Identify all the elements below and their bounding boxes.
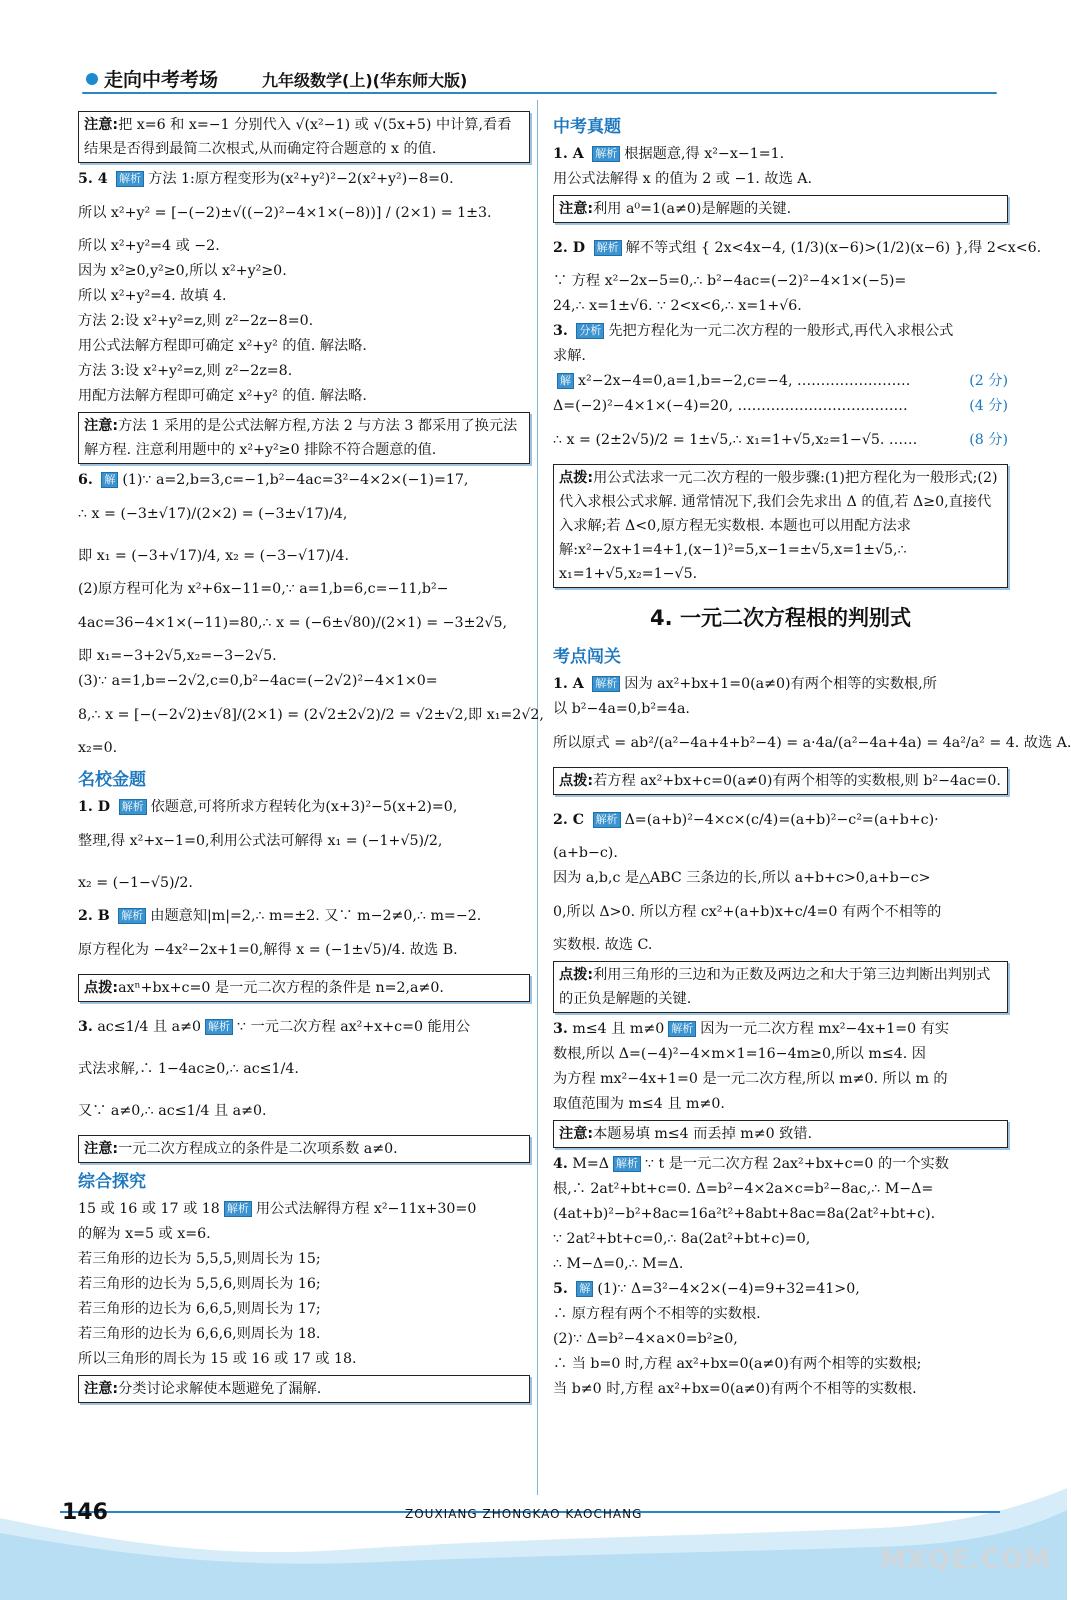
score-mark: (2 分) [969, 373, 1008, 389]
solution-line [553, 1252, 1008, 1277]
line-text: 又∵ a≠0,∴ ac≤1/4 且 a≠0. [78, 1103, 267, 1119]
question-number: 2. C [553, 812, 585, 828]
solution-line [553, 167, 1008, 192]
solution-line [553, 799, 1008, 841]
solution-line [553, 1352, 1008, 1377]
line-text: 所以 x²+y²=4 或 −2. [78, 238, 220, 254]
chapter-title: 4. 一元二次方程根的判别式 [650, 606, 911, 630]
line-text: (2)原方程可化为 x²+6x−11=0,∵ a=1,b=6,c=−11,b²− [78, 581, 449, 597]
score-mark: (8 分) [969, 432, 1008, 448]
solution-line [78, 644, 530, 669]
header-rule [82, 92, 997, 94]
line-text: 用公式法解方程即可确定 x²+y² 的值. 解法略. [78, 338, 367, 354]
line-text: 若三角形的边长为 6,6,6,则周长为 18. [78, 1326, 321, 1342]
section-heading: 综合探究 [78, 1172, 146, 1192]
solution-line [553, 1042, 1008, 1067]
line-text: 数根,所以 Δ=(−4)²−4×m×1=16−4m≥0,所以 m≤4. 因 [553, 1046, 926, 1062]
solution-line [553, 841, 1008, 866]
line-text: ∵ 一元二次方程 ax²+x+c=0 能用公 [237, 1019, 471, 1035]
line-text: x²−2x−4=0,a=1,b=−2,c=−4, …………………… [578, 373, 911, 389]
footer-wave-graphic [0, 1488, 1067, 1600]
solution-line [78, 259, 530, 284]
line-text: ∴ x = (2±2√5)/2 = 1±√5,∴ x₁=1+√5,x₂=1−√5. …… [553, 432, 918, 448]
question-number: 1. A [553, 676, 584, 692]
line-text: ∴ x = (−3±√17)/(2×2) = (−3±√17)/4, [78, 506, 348, 522]
line-text: 实数根. 故选 C. [553, 937, 653, 953]
analysis-tag: 解析 [592, 676, 620, 692]
solution-line [553, 1202, 1008, 1227]
question-number: 5. 4 [78, 171, 108, 187]
line-text: 因为 x²≥0,y²≥0,所以 x²+y²≥0. [78, 263, 287, 279]
line-text: 即 x₁ = (−3+√17)/4, x₂ = (−3−√17)/4. [78, 548, 349, 564]
line-text: (1)∵ a=2,b=3,c=−1,b²−4ac=3²−4×2×(−1)=17, [122, 472, 469, 488]
note-label: 点拨: [559, 773, 594, 789]
solution-line [553, 1152, 1008, 1177]
solution-line [78, 1222, 530, 1247]
solution-line [78, 1322, 530, 1347]
question-number: 6. [78, 472, 93, 488]
analysis-tag: 解析 [119, 799, 147, 815]
solution-line [553, 1377, 1008, 1402]
analysis-tag: 解 [576, 1281, 593, 1297]
note-label: 点拨: [559, 470, 594, 486]
solution-line [553, 227, 1042, 269]
line-text: (3)∵ a=1,b=−2√2,c=0,b²−4ac=(−2√2)²−4×1×0= [78, 673, 438, 689]
solution-line [78, 1048, 530, 1090]
line-text: 若三角形的边长为 5,5,6,则周长为 16; [78, 1276, 321, 1292]
question-number: 2. B [78, 908, 110, 924]
analysis-tag: 解 [557, 373, 574, 389]
question-number: 3. [553, 1021, 568, 1037]
solution-line [78, 334, 530, 359]
section-heading: 考点闯关 [553, 647, 621, 667]
note-label: 注意: [84, 1141, 119, 1157]
line-text: 解不等式组 { 2x<4x−4, (1/3)(x−6)>(1/2)(x−6) },得 2<x<6. [625, 240, 1042, 256]
note-text: 分类讨论求解使本题避免了漏解. [118, 1381, 322, 1397]
analysis-tag: 解析 [593, 812, 621, 828]
solution-line [553, 319, 1008, 344]
note-label: 注意: [84, 117, 119, 133]
analysis-tag: 分析 [576, 323, 604, 339]
solution-line [78, 904, 530, 929]
page-footer [0, 1488, 1067, 1600]
line-text: 取值范围为 m≤4 且 m≠0. [553, 1096, 725, 1112]
line-text: ∴ 当 b=0 时,方程 ax²+bx=0(a≠0)有两个相等的实数根; [553, 1356, 922, 1372]
line-text: 的解为 x=5 或 x=6. [78, 1226, 211, 1242]
page-number: 146 [62, 1500, 108, 1525]
question-number: 2. D [553, 240, 586, 256]
solution-line [553, 344, 1008, 369]
solution-line [553, 394, 1008, 419]
solution-line [553, 294, 1008, 319]
analysis-tag: 解析 [592, 146, 620, 162]
note-box [553, 961, 1008, 1013]
note-text: 把 x=6 和 x=−1 分别代入 √(x²−1) 或 √(5x+5) 中计算,看看结果是否得到最简二次根式,从而确定符合题意的 x 的值. [84, 117, 512, 157]
line-text: 根据题意,得 x²−x−1=1. [624, 146, 785, 162]
solution-line [553, 933, 1008, 958]
note-text: 利用三角形的三边和为正数及两边之和大于第三边判断出判别式的正负是解题的关键. [559, 967, 991, 1007]
solution-line [78, 577, 530, 602]
note-text: axⁿ+bx+c=0 是一元二次方程的条件是 n=2,a≠0. [118, 980, 444, 996]
solution-line [78, 602, 530, 644]
question-number: 1. D [78, 799, 111, 815]
solution-line [78, 167, 530, 192]
solution-line [553, 142, 1008, 167]
note-box [78, 412, 530, 464]
line-text: (4at+b)²−b²+8ac=16a²t²+8abt+8ac=8a(2at²+bt+c). [553, 1206, 936, 1222]
solution-line [553, 1017, 1008, 1042]
question-number: 5. [553, 1281, 568, 1297]
line-text: 当 b≠0 时,方程 ax²+bx=0(a≠0)有两个不相等的实数根. [553, 1381, 917, 1397]
line-text: 方法 2:设 x²+y²=z,则 z²−2z−8=0. [78, 313, 314, 329]
line-text: Δ=(a+b)²−4×c×(c/4)=(a+b)²−c²=(a+b+c)· [624, 812, 939, 828]
line-text: x₂ = (−1−√5)/2. [78, 875, 193, 891]
analysis-tag: 解 [101, 472, 118, 488]
answer-text: 15 或 16 或 17 或 18 [78, 1201, 220, 1217]
solution-line [78, 234, 530, 259]
note-box [78, 1375, 530, 1403]
line-text: 因为 a,b,c 是△ABC 三条边的长,所以 a+b+c>0,a+b−c> [553, 870, 931, 886]
column-divider [537, 100, 538, 1495]
line-text: 4ac=36−4×1×(−11)=80,∴ x = (−6±√80)/(2×1) = −3±2√5, [78, 615, 508, 631]
line-text: 所以三角形的周长为 15 或 16 或 17 或 18. [78, 1351, 357, 1367]
solution-line [78, 1272, 530, 1297]
line-text: ∵ 2at²+bt+c=0,∴ 8a(2at²+bt+c)=0, [553, 1231, 811, 1247]
line-text: 即 x₁=−3+2√5,x₂=−3−2√5. [78, 648, 277, 664]
line-text: 因为 ax²+bx+1=0(a≠0)有两个相等的实数根,所 [624, 676, 937, 692]
solution-line [553, 1177, 1008, 1202]
solution-line [553, 369, 1008, 394]
solution-line [553, 419, 1008, 461]
note-box [553, 195, 1008, 223]
question-number: 3. [78, 1019, 93, 1035]
solution-line [78, 820, 530, 862]
solution-line [553, 1302, 1008, 1327]
solution-line [553, 1327, 1008, 1352]
line-text: 原方程化为 −4x²−2x+1=0,解得 x = (−1±√5)/4. 故选 B. [78, 942, 458, 958]
line-text: x₂=0. [78, 740, 118, 756]
note-box [78, 111, 530, 163]
analysis-tag: 解析 [668, 1021, 696, 1037]
note-label: 注意: [559, 1126, 594, 1142]
solution-line [78, 468, 530, 493]
line-text: Δ=(−2)²−4×1×(−4)=20, ……………………………… [553, 398, 908, 414]
note-box [553, 1120, 1008, 1148]
solution-line [78, 862, 530, 904]
solution-line [78, 1297, 530, 1322]
line-text: ∵ 方程 x²−2x−5=0,∴ b²−4ac=(−2)²−4×1×(−5)= [553, 273, 907, 289]
solution-line [553, 866, 1008, 891]
solution-line [78, 535, 530, 577]
note-box [553, 464, 1008, 588]
line-text: 用公式法解得 x 的值为 2 或 −1. 故选 A. [553, 171, 813, 187]
solution-line [78, 1247, 530, 1272]
solution-line [553, 1092, 1008, 1117]
line-text: (a+b−c). [553, 845, 618, 861]
solution-line [553, 697, 1008, 722]
section-heading: 中考真题 [553, 117, 621, 137]
solution-line [78, 1347, 530, 1372]
solution-line [78, 1197, 530, 1222]
line-text: 求解. [553, 348, 586, 364]
solution-line [78, 1006, 530, 1048]
note-label: 点拨: [559, 967, 594, 983]
line-text: 由题意知|m|=2,∴ m=±2. 又∵ m−2≠0,∴ m=−2. [150, 908, 482, 924]
solution-line [78, 359, 530, 384]
solution-line [78, 736, 530, 761]
note-text: 用公式法求一元二次方程的一般步骤:(1)把方程化为一般形式;(2)代入求根公式求解. 通常情况下,我们会先求出 Δ 的值,若 Δ≥0,直接代入求解;若 Δ<0,原方程无实数根. 本题也可以用配方法求解:x²−2x+1=4+1,(x−1)²=5,x−1=±√5,x=1±√5,∴ x₁=1+√5,x₂=1−√5. [559, 470, 998, 582]
solution-line [78, 284, 530, 309]
question-number: 3. [553, 323, 568, 339]
answer-text: m≤4 且 m≠0 [572, 1021, 665, 1037]
note-label: 注意: [84, 1381, 119, 1397]
line-text: 式法求解,∴ 1−4ac≥0,∴ ac≤1/4. [78, 1061, 299, 1077]
line-text: 方法 3:设 x²+y²=z,则 z²−2z=8. [78, 363, 293, 379]
question-number: 4. [553, 1156, 568, 1172]
note-box [78, 974, 530, 1002]
header-dot-icon [86, 73, 98, 85]
note-text: 利用 a⁰=1(a≠0)是解题的关键. [593, 201, 792, 217]
solution-line [78, 795, 530, 820]
question-number: 1. A [553, 146, 584, 162]
solution-line [78, 192, 530, 234]
line-text: 所以 x²+y²=4. 故填 4. [78, 288, 227, 304]
analysis-tag: 解析 [594, 240, 622, 256]
solution-line [553, 672, 1008, 697]
line-text: 因为一元二次方程 mx²−4x+1=0 有实 [700, 1021, 950, 1037]
book-subtitle: 九年级数学(上)(华东师大版) [262, 71, 468, 90]
analysis-tag: 解析 [224, 1201, 252, 1217]
solution-line [78, 384, 530, 409]
left-column [78, 108, 544, 1407]
solution-line [553, 1067, 1008, 1092]
line-text: (2)∵ Δ=b²−4×a×0=b²≥0, [553, 1331, 738, 1347]
book-brand: 走向中考考场 [104, 69, 219, 91]
section-heading: 名校金题 [78, 770, 146, 790]
line-text: 所以原式 = ab²/(a²−4a+4+b²−4) = a·4a/(a²−4a+4a) = 4a²/a² = 4. 故选 A. [553, 735, 1071, 751]
answer-text: M=Δ [572, 1156, 609, 1172]
score-mark: (4 分) [969, 398, 1008, 414]
line-text: 为方程 mx²−4x+1=0 是一元二次方程,所以 m≠0. 所以 m 的 [553, 1071, 948, 1087]
line-text: ∴ M−Δ=0,∴ M=Δ. [553, 1256, 684, 1272]
line-text: (1)∵ Δ=3²−4×2×(−4)=9+32=41>0, [597, 1281, 860, 1297]
analysis-tag: 解析 [205, 1019, 233, 1035]
right-column [553, 108, 1071, 1402]
note-label: 注意: [559, 201, 594, 217]
solution-line [553, 722, 1071, 764]
line-text: 根,∴ 2at²+bt+c=0. Δ=b²−4×2a×c=b²−8ac,∴ M−Δ= [553, 1181, 934, 1197]
running-footer: ZOUXIANG ZHONGKAO KAOCHANG [405, 1507, 643, 1521]
analysis-tag: 解析 [613, 1156, 641, 1172]
analysis-tag: 解析 [116, 171, 144, 187]
note-box [553, 767, 1008, 795]
note-text: 若方程 ax²+bx+c=0(a≠0)有两个相等的实数根,则 b²−4ac=0. [593, 773, 1001, 789]
line-text: 以 b²−4a=0,b²=4a. [553, 701, 690, 717]
line-text: 所以 x²+y² = [−(−2)±√((−2)²−4×1×(−8))] / (2×1) = 1±3. [78, 205, 492, 221]
note-text: 一元二次方程成立的条件是二次项系数 a≠0. [118, 1141, 398, 1157]
solution-line [78, 694, 544, 736]
line-text: 先把方程化为一元二次方程的一般形式,再代入求根公式 [608, 323, 954, 339]
solution-line [78, 309, 530, 334]
line-text: 依题意,可将所求方程转化为(x+3)²−5(x+2)=0, [150, 799, 458, 815]
page-header [72, 62, 1002, 102]
line-text: 方法 1:原方程变形为(x²+y²)²−2(x²+y²)−8=0. [148, 171, 454, 187]
note-text: 方法 1 采用的是公式法解方程,方法 2 与方法 3 都采用了换元法解方程. 注意利用题中的 x²+y²≥0 排除不符合题意的值. [84, 418, 518, 458]
line-text: 0,所以 Δ>0. 所以方程 cx²+(a+b)x+c/4=0 有两个不相等的 [553, 904, 942, 920]
note-box [78, 1135, 530, 1163]
solution-line [553, 1277, 1008, 1302]
solution-line [553, 269, 1008, 294]
note-text: 本题易填 m≤4 而丢掉 m≠0 致错. [593, 1126, 813, 1142]
analysis-tag: 解析 [118, 908, 146, 924]
solution-line [78, 493, 530, 535]
answer-text: ac≤1/4 且 a≠0 [97, 1019, 202, 1035]
watermark-text: MXQE.COM [880, 1545, 1051, 1575]
line-text: 用公式法解得方程 x²−11x+30=0 [255, 1201, 477, 1217]
solution-line [78, 1090, 530, 1132]
line-text: 若三角形的边长为 6,6,5,则周长为 17; [78, 1301, 321, 1317]
line-text: 24,∴ x=1±√6. ∵ 2<x<6,∴ x=1+√6. [553, 298, 802, 314]
line-text: 用配方法解方程即可确定 x²+y² 的值. 解法略. [78, 388, 367, 404]
note-label: 注意: [84, 418, 119, 434]
line-text: ∵ t 是一元二次方程 2ax²+bx+c=0 的一个实数 [645, 1156, 949, 1172]
line-text: ∴ 原方程有两个不相等的实数根. [553, 1306, 761, 1322]
note-label: 点拨: [84, 980, 119, 996]
line-text: 8,∴ x = [−(−2√2)±√8]/(2×1) = (2√2±2√2)/2 = √2±√2,即 x₁=2√2, [78, 707, 544, 723]
solution-line [553, 1227, 1008, 1252]
solution-line [78, 929, 530, 971]
solution-line [553, 891, 1008, 933]
solution-line [78, 669, 530, 694]
line-text: 若三角形的边长为 5,5,5,则周长为 15; [78, 1251, 321, 1267]
line-text: 整理,得 x²+x−1=0,利用公式法可解得 x₁ = (−1+√5)/2, [78, 833, 443, 849]
